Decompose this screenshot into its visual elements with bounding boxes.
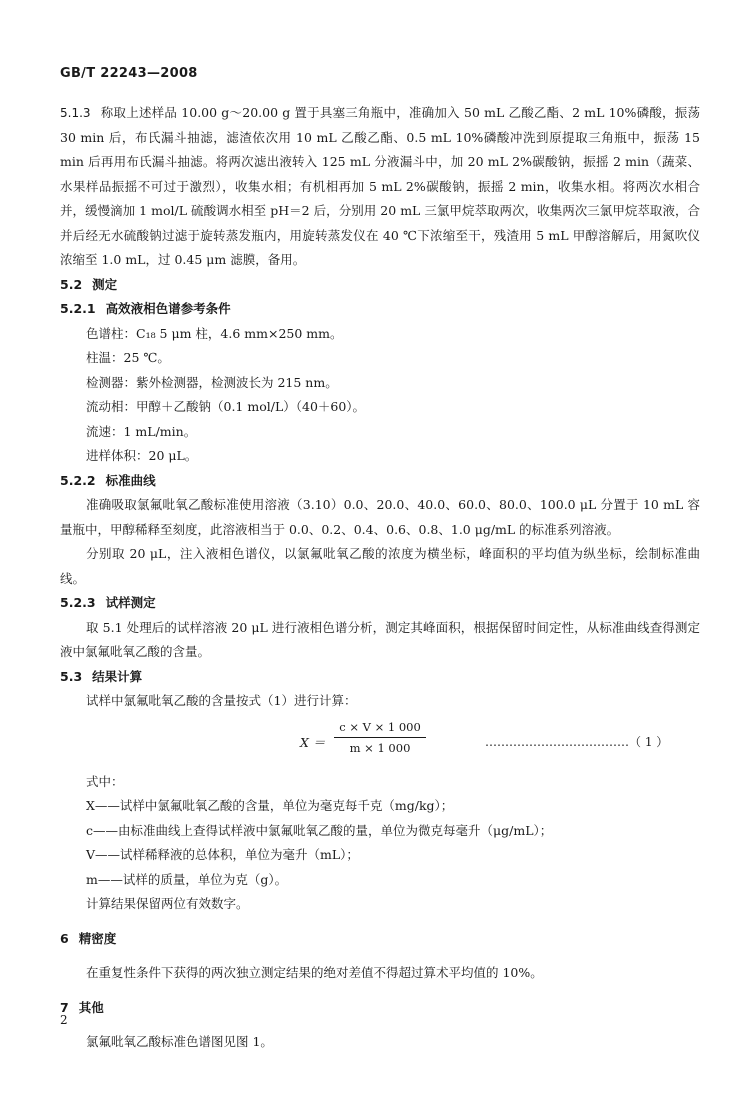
heading-5-3 xyxy=(60,665,700,690)
heading-6 xyxy=(60,927,700,952)
condition-item: 流速：1 mL/min。 xyxy=(86,423,197,439)
condition-item: 进样体积：20 μL。 xyxy=(86,448,198,463)
paragraph: 取 5.1 处理后的试样溶液 20 μL 进行液相色谱分析，测定其峰面积，根据保留时间定性，从标准曲线查得测定液中氯氟吡氧乙酸的含量。 xyxy=(60,619,700,659)
formula-fraction xyxy=(334,718,426,757)
condition-item: 柱温：25 ℃。 xyxy=(86,350,170,365)
where-label: 式中： xyxy=(86,773,124,789)
condition-item: 检测器：紫外检测器，检测波长为 215 nm。 xyxy=(86,374,338,390)
clause-5-1-3 xyxy=(60,101,700,273)
heading-title: 其他 xyxy=(78,999,104,1015)
heading-5-2-2 xyxy=(60,469,700,494)
heading-number: 5.3 xyxy=(60,668,83,684)
calculation-note: 计算结果保留两位有效数字。 xyxy=(86,896,249,911)
condition-item: 色谱柱：C₁₈ 5 μm 柱，4.6 mm×250 mm。 xyxy=(86,325,343,341)
variable-definition: m——试样的质量，单位为克（g）。 xyxy=(86,871,288,887)
heading-5-2-1 xyxy=(60,297,700,322)
paragraph: 分别取 20 μL，注入液相色谱仪，以氯氟吡氧乙酸的浓度为横坐标，峰面积的平均值为纵坐标，绘制标准曲线。 xyxy=(60,546,700,586)
heading-number: 5.2 xyxy=(60,276,83,292)
heading-title: 试样测定 xyxy=(105,595,156,610)
paragraph: 准确吸取氯氟吡氧乙酸标准使用溶液（3.10）0.0、20.0、40.0、60.0、80.0、100.0 μL 分置于 10 mL 容量瓶中，甲醇稀释至刻度，此溶液相当于 0.0、0.2、0.4、0.6、0.8、1.0 μg/mL 的标准系列溶液。 xyxy=(60,497,700,537)
heading-title: 高效液相色谱参考条件 xyxy=(105,301,231,316)
heading-number: 5.2.3 xyxy=(60,595,96,610)
paragraph: 氯氟吡氧乙酸标准色谱图见图 1。 xyxy=(86,1034,273,1049)
heading-number: 7 xyxy=(60,999,69,1015)
heading-5-2-3 xyxy=(60,591,700,616)
variable-definition: V——试样稀释液的总体积，单位为毫升（mL）； xyxy=(86,847,359,862)
heading-number: 5.2.1 xyxy=(60,301,96,316)
formula-1 xyxy=(60,718,700,768)
heading-title: 结果计算 xyxy=(92,668,143,684)
heading-title: 测定 xyxy=(92,276,118,292)
variable-definition: X——试样中氯氟吡氧乙酸的含量，单位为毫克每千克（mg/kg）； xyxy=(86,798,454,813)
condition-item: 流动相：甲醇＋乙酸钠（0.1 mol/L）（40＋60）。 xyxy=(86,399,366,414)
document-body xyxy=(60,101,700,1055)
clause-text: 称取上述样品 10.00 g～20.00 g 置于具塞三角瓶中，准确加入 50 mL 乙酸乙酯、2 mL 10%磷酸，振荡 30 min 后，布氏漏斗抽滤，滤渣依次用 10 mL 乙酸乙酯、0.5 mL 10%磷酸冲洗到原提取三角瓶中，振荡 15 min 后再用布氏漏斗抽滤。将两次滤出液转入 125 mL 分液漏斗中，加 20 mL 2%碳酸钠，振摇 2 min（蔬菜、水果样品振摇不可过于激烈），收集水相；有机相再加 5 mL 2%碳酸钠，振摇 2 min，收集水相。将两次水相合并，缓慢滴加 1 mol/L 硫酸调水相至 pH＝2 后，分别用 20 mL 三氯甲烷萃取两次，收集两次三氯甲烷萃取液，合并后经无水硫酸钠过滤于旋转蒸发瓶内，用旋转蒸发仪在 40 ℃下浓缩至干，残渣用 5 mL 甲醇溶解后，用氮吹仪浓缩至 1.0 mL，过 0.45 μm 滤膜，备用。 xyxy=(60,105,700,267)
heading-7 xyxy=(60,996,700,1021)
paragraph: 在重复性条件下获得的两次独立测定结果的绝对差值不得超过算术平均值的 10%。 xyxy=(86,965,543,980)
page-number: 2 xyxy=(60,1013,68,1027)
formula-lhs: X ＝ xyxy=(300,734,326,750)
paragraph: 试样中氯氟吡氧乙酸的含量按式（1）进行计算： xyxy=(86,693,357,708)
formula-denominator: m × 1 000 xyxy=(349,740,411,755)
heading-title: 精密度 xyxy=(78,930,117,946)
heading-number: 5.2.2 xyxy=(60,472,96,488)
formula-numerator: c × V × 1 000 xyxy=(339,719,421,734)
heading-number: 6 xyxy=(60,930,69,946)
clause-number: 5.1.3 xyxy=(60,106,91,120)
formula-number-leader: ………………………………（ 1 ） xyxy=(485,734,669,749)
fraction-bar xyxy=(334,737,426,738)
heading-5-2 xyxy=(60,273,700,298)
standard-header: GB/T 22243—2008 xyxy=(60,66,198,81)
heading-title: 标准曲线 xyxy=(105,472,156,488)
variable-definition: c——由标准曲线上查得试样液中氯氟吡氧乙酸的量，单位为微克每毫升（μg/mL）； xyxy=(86,822,553,838)
